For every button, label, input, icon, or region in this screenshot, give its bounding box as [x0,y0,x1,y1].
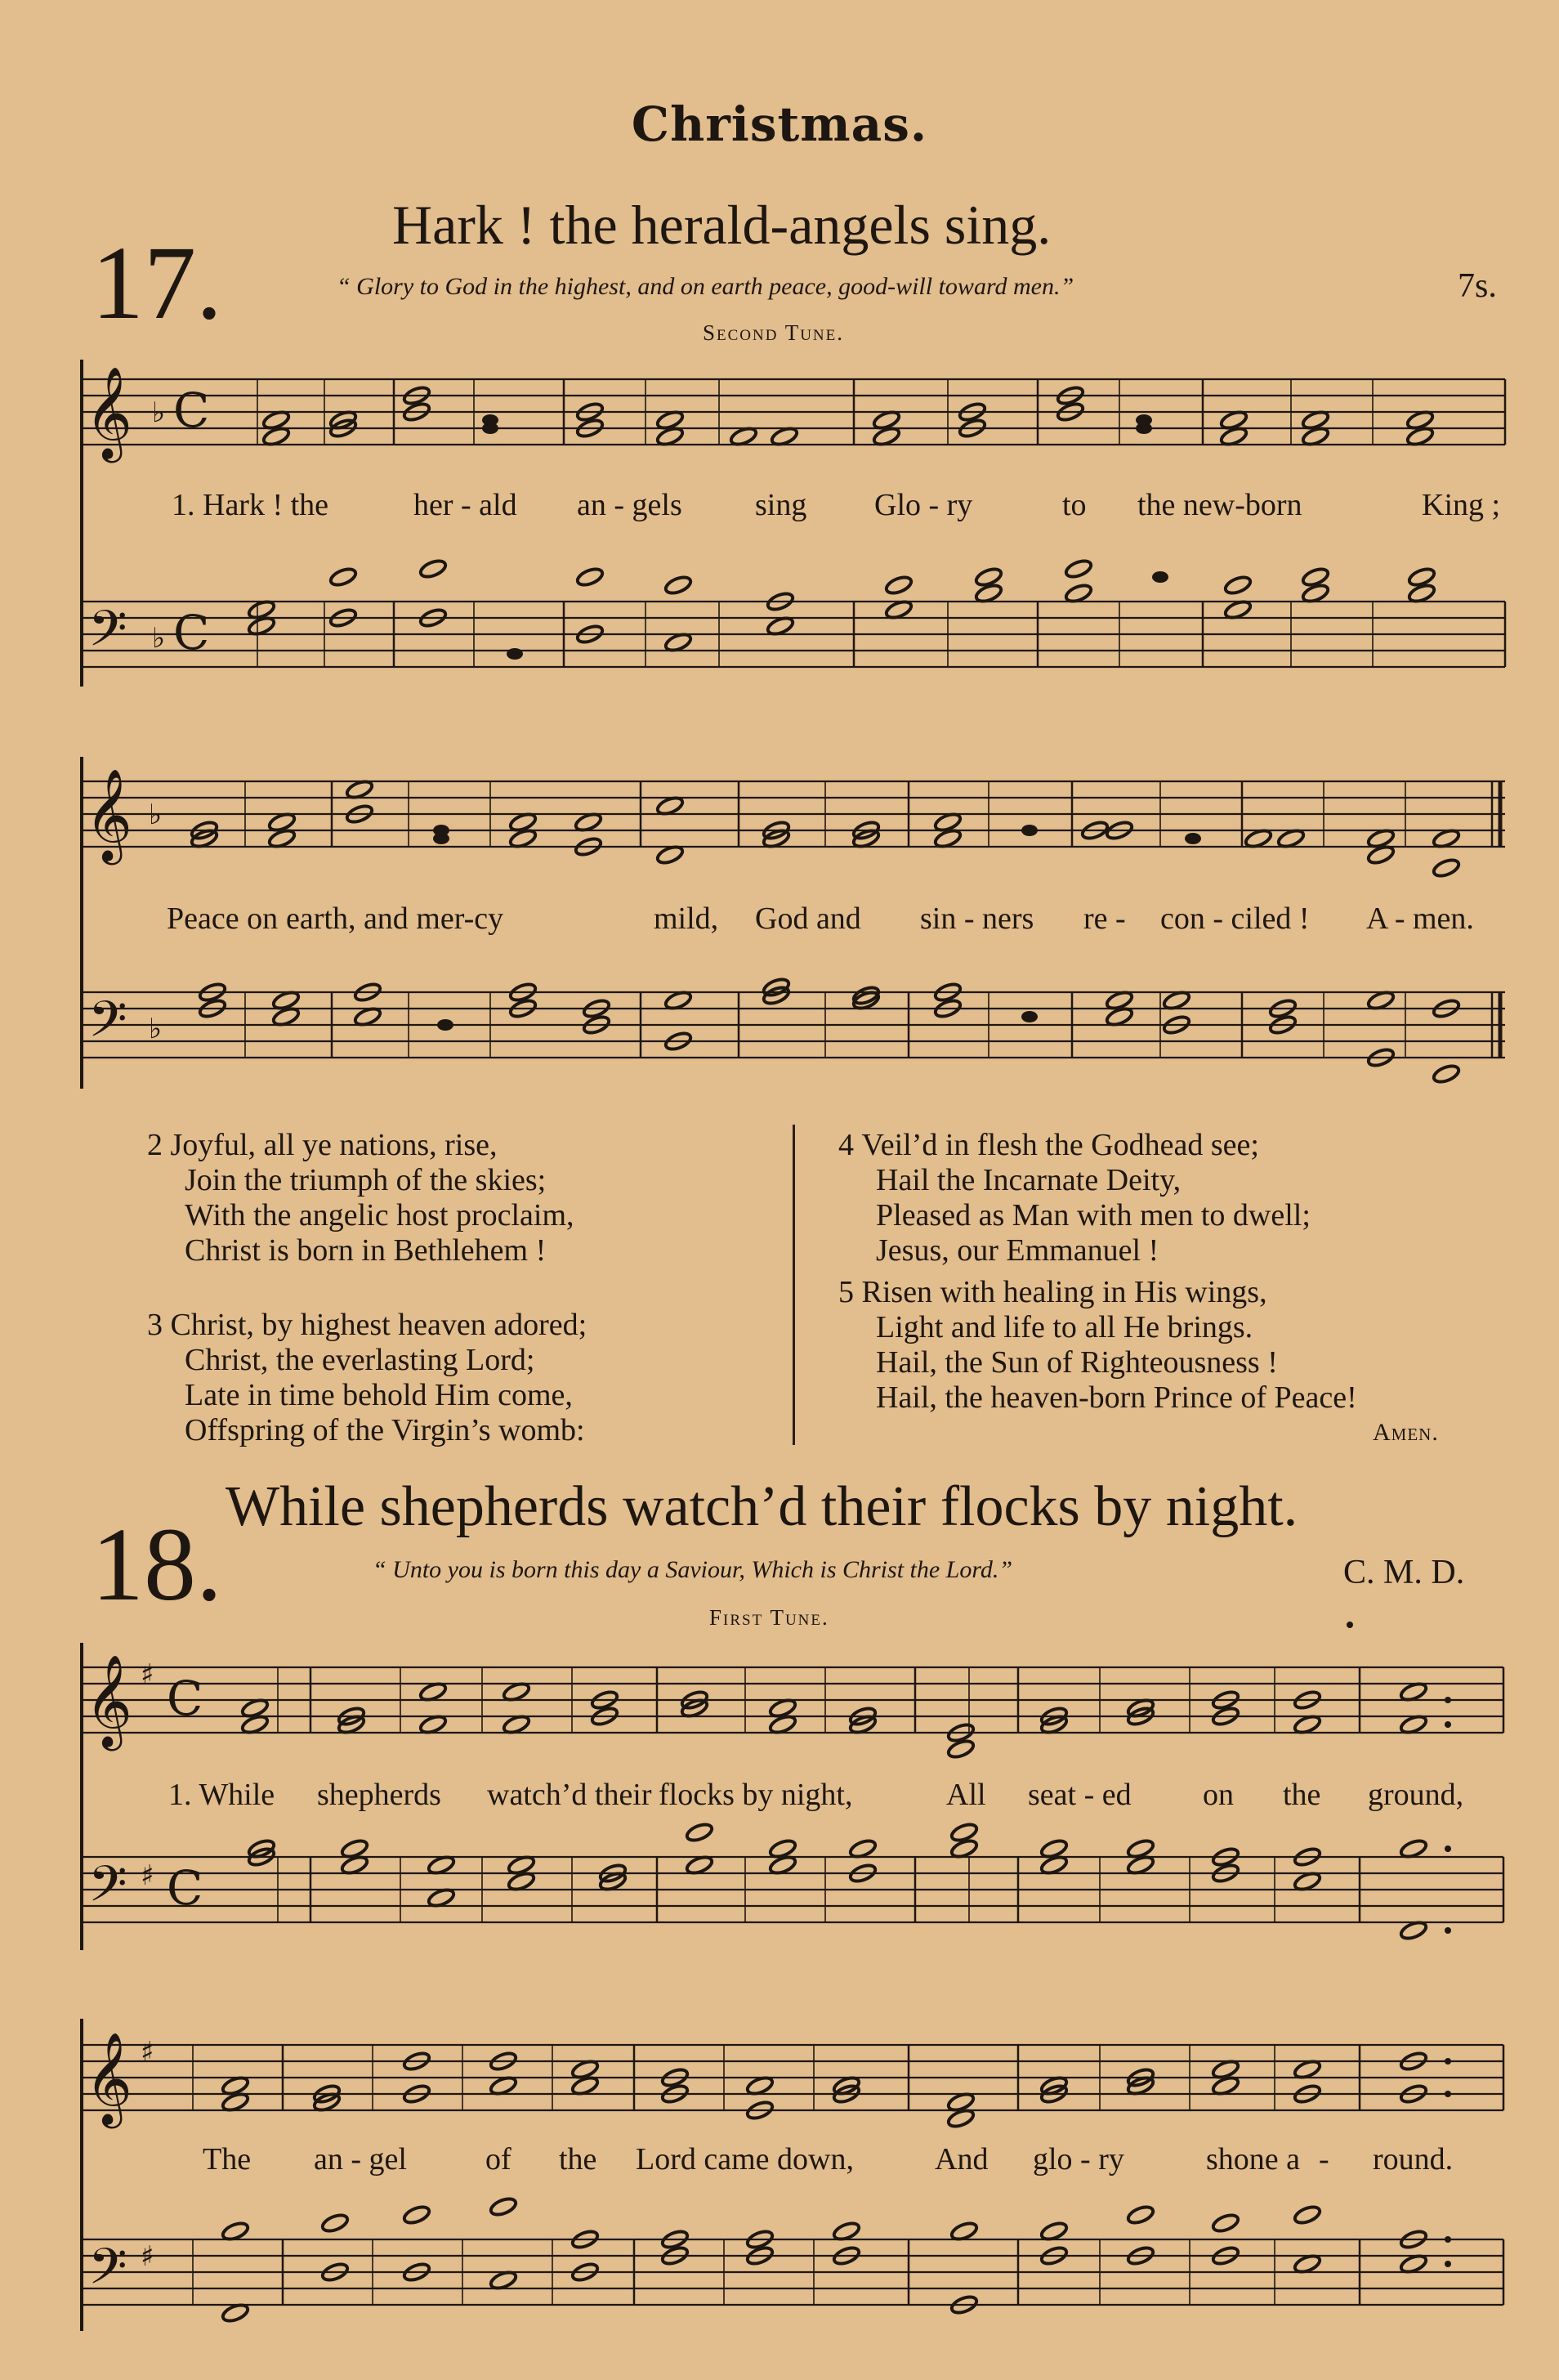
sharp-sign-icon: ♯ [141,1859,154,1892]
lyric-syllable: - [1319,2142,1329,2176]
flat-sign-icon: ♭ [149,1013,163,1045]
hymn-18-system-2-score [0,1994,1559,2362]
hymn-18-number: 18. [92,1506,222,1622]
lyric-syllable: Glo - ry [874,488,973,522]
treble-clef-icon: 𝄞 [85,768,132,861]
verse-line: Jesus, our Emmanuel ! [876,1233,1159,1268]
lyric-syllable: glo - ry [1033,2142,1124,2176]
lyric-syllable: sing [755,488,807,522]
lyric-syllable: All [946,1778,986,1812]
hymn-17-tune-name: Second Tune. [703,320,845,345]
lyric-syllable: 1. Hark ! the [172,488,329,522]
hymn-17-text-reference: “ Glory to God in the highest, and on earth peace, good-will toward men.” [337,273,1074,300]
verse-number: 5 [838,1275,854,1309]
verse-line: Hail, the heaven-born Prince of Peace! [876,1380,1357,1415]
hymn-17-meter: 7s. [1458,267,1497,305]
verse-line: Risen with healing in His wings, [861,1275,1267,1309]
lyric-syllable: round. [1373,2142,1454,2176]
lyric-syllable: con - ciled ! [1160,901,1310,936]
lyric-syllable: flocks by night, [659,1778,853,1812]
verse-line: Joyful, all ye nations, rise, [170,1128,498,1162]
lyric-syllable: of [485,2142,511,2176]
hymn-18-text-reference: “ Unto you is born this day a Saviour, Which is Christ the Lord.” [373,1556,1013,1583]
sharp-sign-icon: ♯ [141,1658,154,1691]
treble-clef-icon: 𝄞 [85,1654,132,1747]
hymn-17-number: 17. [92,225,222,341]
verse-line: With the angelic host proclaim, [185,1198,574,1232]
verse-line: Veil’d in flesh the Godhead see; [861,1128,1259,1162]
verse-line: Late in time behold Him come, [185,1378,573,1412]
verse-line: Offspring of the Virgin’s womb: [185,1413,585,1447]
lyric-syllable: The [203,2142,252,2176]
hymn-18-meter: C. M. D. [1343,1554,1465,1591]
lyric-syllable: on [1203,1778,1234,1812]
lyric-syllable: Lord came down, [636,2142,854,2176]
verse-line: Hail, the Sun of Righteousness ! [876,1345,1278,1380]
verse-2 [147,1128,574,1268]
verse-line: Christ, by highest heaven adored; [170,1308,587,1342]
lyric-syllable: the [559,2142,597,2176]
verse-line: Christ is born in Bethlehem ! [185,1233,547,1268]
lyric-syllable: ground, [1368,1778,1464,1812]
hymn-18-title: While shepherds watch’d their flocks by night. [226,1475,1298,1538]
lyric-syllable: sin - ners [920,901,1034,936]
bass-clef-icon: 𝄢 [88,991,127,1061]
verse-column-divider [793,1125,795,1445]
treble-clef-icon: 𝄞 [85,366,132,459]
bass-clef-icon: 𝄢 [88,1855,127,1926]
lyric-syllable: the new-born [1137,488,1302,522]
verse-line: Pleased as Man with men to dwell; [876,1198,1311,1232]
sharp-sign-icon: ♯ [141,2240,154,2273]
flat-sign-icon: ♭ [149,799,163,831]
lyric-syllable: King ; [1422,488,1501,522]
lyric-syllable: God and [755,901,861,936]
verse-line: Light and life to all He brings. [876,1310,1253,1344]
section-heading: Christmas. [631,96,928,152]
lyric-syllable: 1. While [168,1778,275,1812]
lyric-syllable: her - ald [413,488,517,522]
lyric-syllable: watch’d their [487,1778,652,1812]
lyric-syllable: earth, and mer-cy [286,901,504,936]
bass-clef-icon: 𝄢 [88,600,127,670]
hymn-18-tune-name: First Tune. [709,1605,829,1630]
lyric-syllable: seat - ed [1028,1778,1132,1812]
common-time-icon: C [167,1671,203,1726]
verse-number: 2 [147,1128,163,1162]
hymn-17-title: Hark ! the herald-angels sing. [392,194,1052,256]
verse-line: Christ, the everlasting Lord; [185,1343,535,1377]
lyric-syllable: re - [1083,901,1126,936]
flat-sign-icon: ♭ [152,396,166,429]
lyric-syllable: shone a [1206,2142,1301,2176]
lyric-syllable: an - gel [314,2142,407,2176]
common-time-icon: C [173,382,210,438]
lyric-syllable: Peace on [167,901,279,936]
hymn-17-system-1-score [0,351,1559,711]
verse-5 [838,1275,1357,1416]
common-time-icon: C [167,1860,203,1916]
verse-number: 4 [838,1128,854,1162]
sharp-sign-icon: ♯ [141,2036,154,2069]
amen-label: Amen. [1373,1419,1439,1446]
lyric-syllable: the [1283,1778,1321,1812]
common-time-icon: C [173,605,210,660]
flat-sign-icon: ♭ [152,622,166,655]
lyric-syllable: And [935,2142,989,2176]
verse-4 [838,1128,1311,1268]
verse-number: 3 [147,1308,163,1342]
lyric-syllable: shepherds [317,1778,441,1812]
bass-clef-icon: 𝄢 [88,2238,127,2308]
lyric-syllable: an - gels [577,488,682,522]
lyric-syllable: A - men. [1366,901,1474,936]
verse-line: Join the triumph of the skies; [185,1163,547,1197]
lyric-syllable: mild, [654,901,719,936]
treble-clef-icon: 𝄞 [85,2032,132,2125]
lyric-syllable: to [1062,488,1087,522]
verse-line: Hail the Incarnate Deity, [876,1163,1182,1197]
verse-3 [147,1308,587,1448]
hymn-18-system-1-score [0,1635,1559,1994]
